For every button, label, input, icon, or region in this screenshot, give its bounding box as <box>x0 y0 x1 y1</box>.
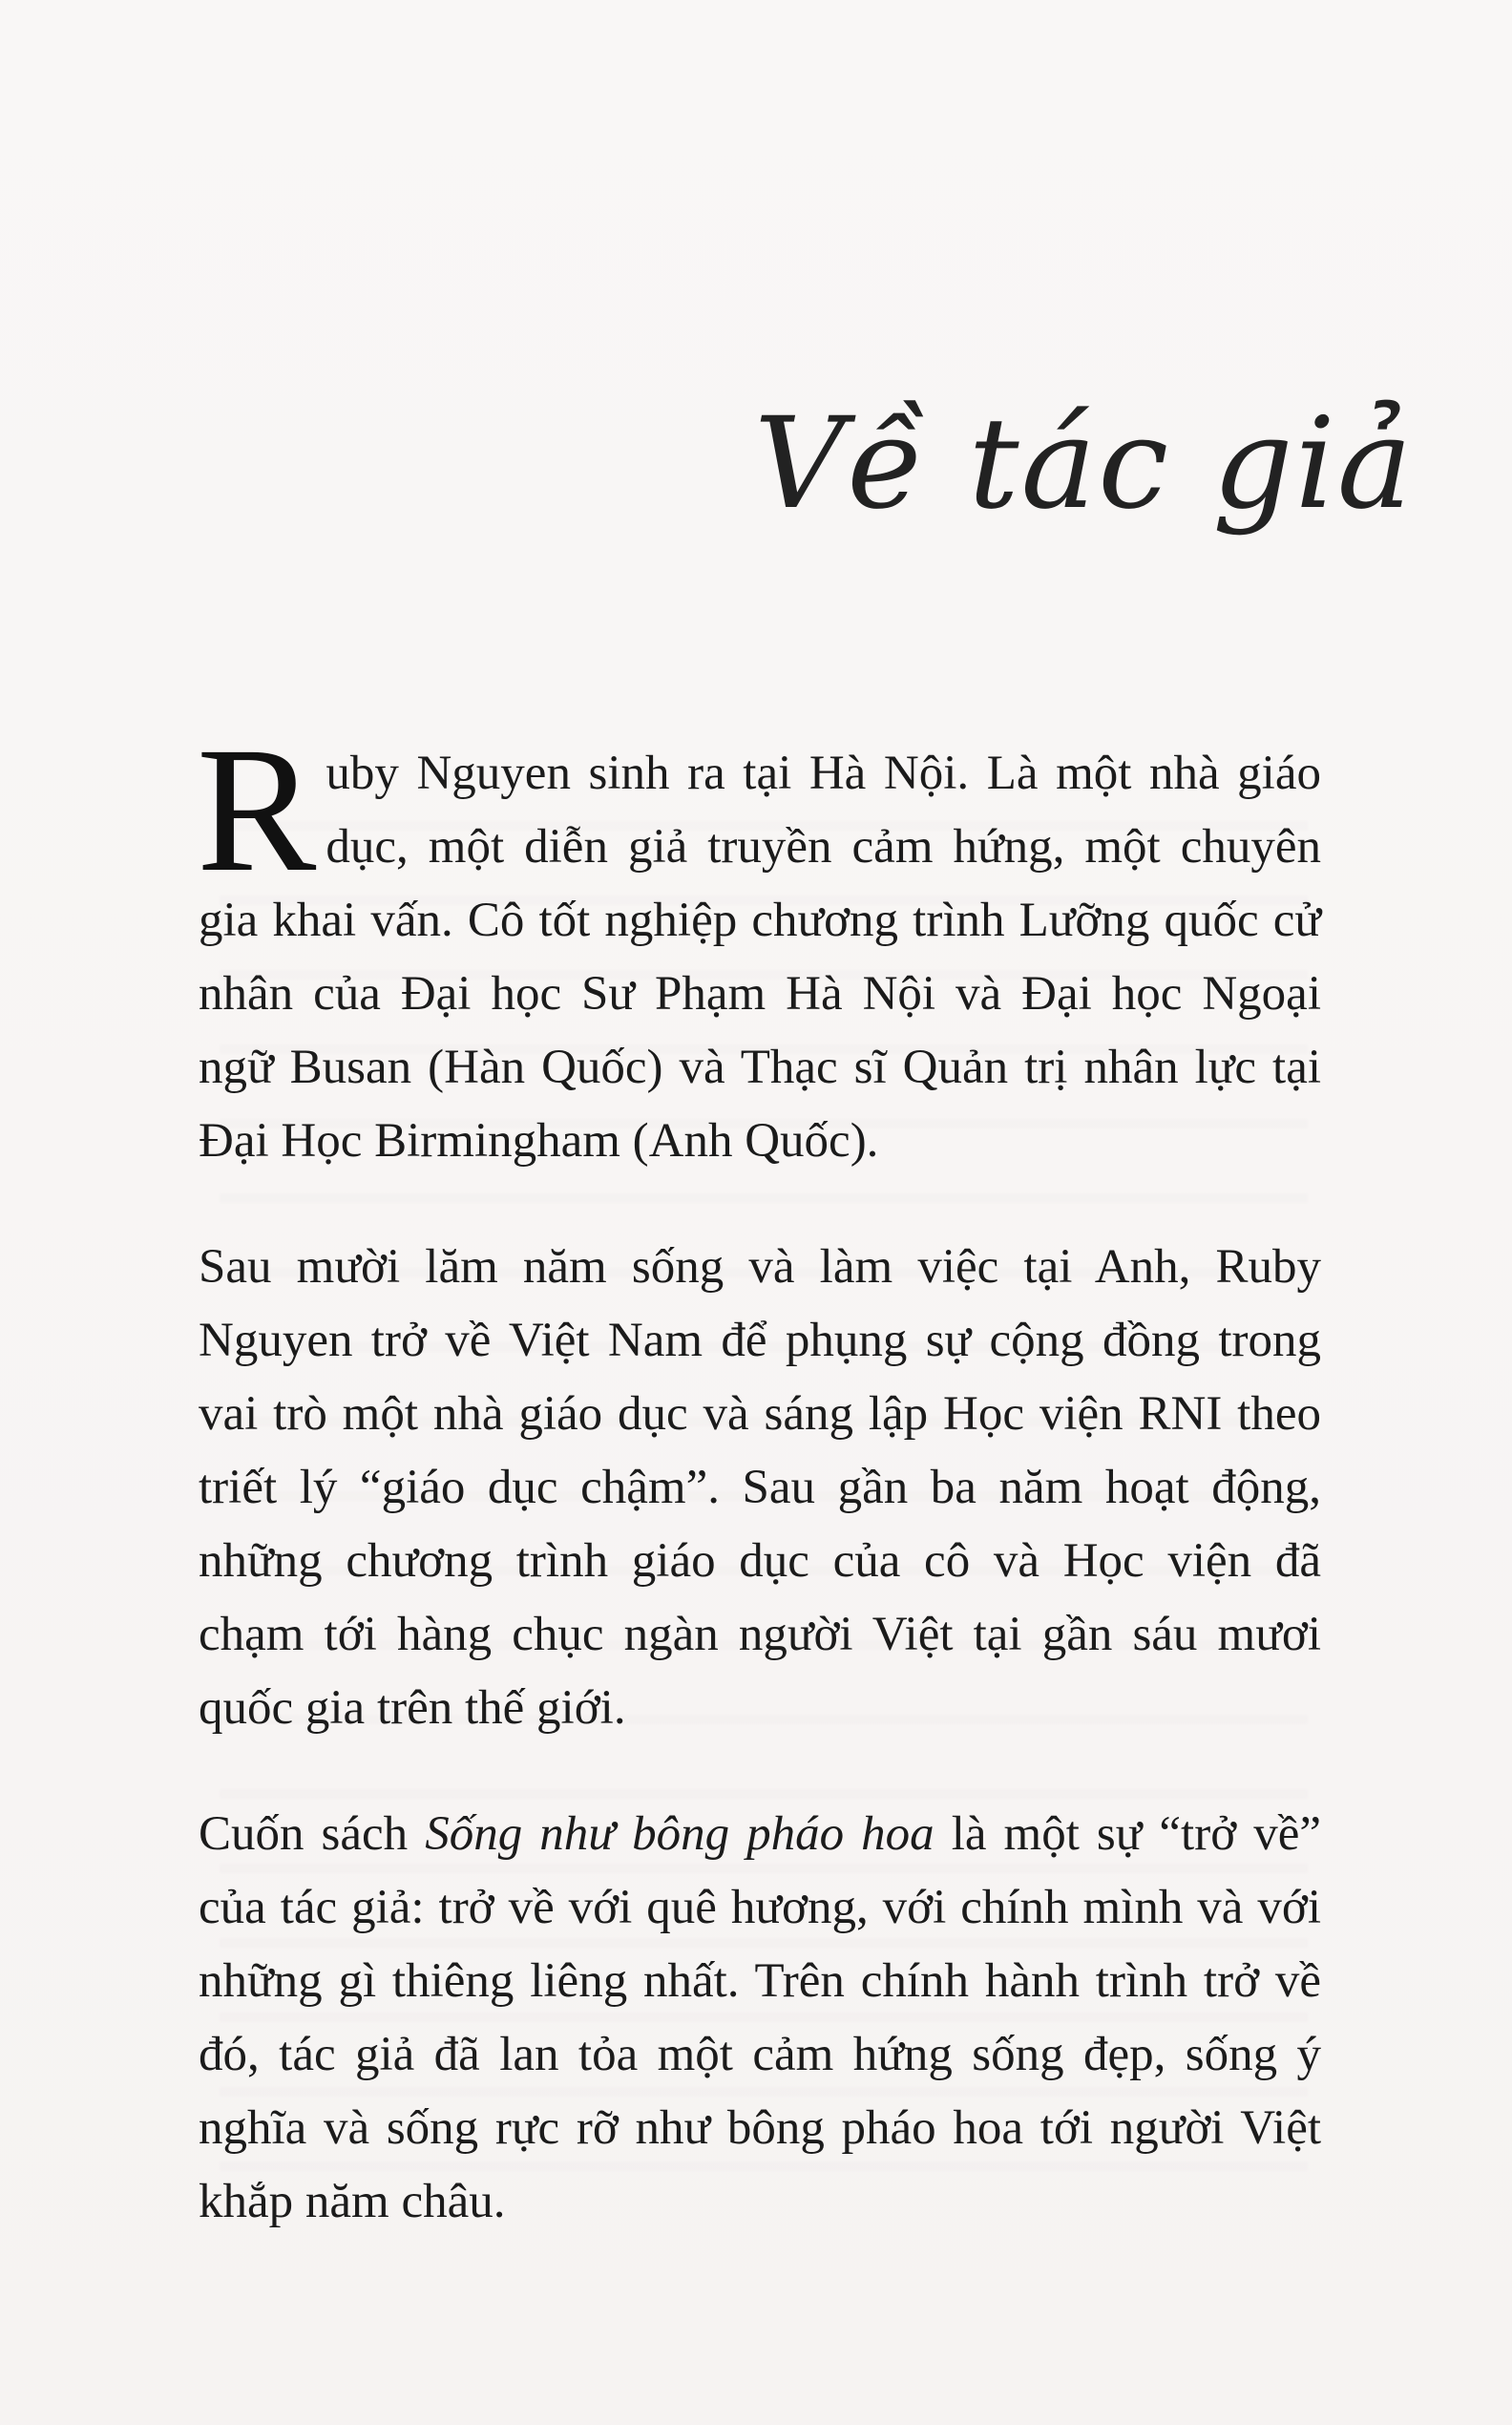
paragraph-2: Sau mười lăm năm sống và làm việc tại Anh, Ruby Nguyen trở về Việt Nam để phụng sự cộng đồng trong vai trò một nhà giáo dục và sáng lập Học viện RNI theo triết lý “giáo dục chậm”. Sau gần ba năm hoạt động, những chương trình giáo dục của cô và Học viện đã chạm tới hàng chục ngàn người Việt tại gần sáu mươi quốc gia trên thế giới. <box>199 1240 1321 1735</box>
paragraph-1-text: uby Nguyen sinh ra tại Hà Nội. Là một nhà giáo dục, một diễn giả truyền cảm hứng, một chuyên gia khai vấn. Cô tốt nghiệp chương trình Lưỡng quốc cử nhân của Đại học Sư Phạm Hà Nội và Đại học Ngoại ngữ Busan (Hàn Quốc) và Thạc sĩ Quản trị nhân lực tại Đại Học Birmingham (Anh Quốc). <box>199 747 1321 1168</box>
body-text <box>197 709 1321 2239</box>
book-title: Sống như bông pháo hoa <box>425 1807 934 1861</box>
paragraph-1 <box>197 709 1321 1178</box>
drop-cap: R <box>197 709 317 909</box>
paragraph-3 <box>199 1798 1321 2239</box>
section-title: Về tác giả <box>754 390 1415 538</box>
paragraph-3-after-title: là một sự “trở về” của tác giả: trở về với quê hương, với chính mình và với những gì thiêng liêng nhất. Trên chính hành trình trở về đó, tác giả đã lan tỏa một cảm hứng sống đẹp, sống ý nghĩa và sống rực rỡ như bông pháo hoa tới người Việt khắp năm châu. <box>199 1807 1321 2228</box>
paragraph-3-before-title: Cuốn sách <box>199 1807 426 1861</box>
